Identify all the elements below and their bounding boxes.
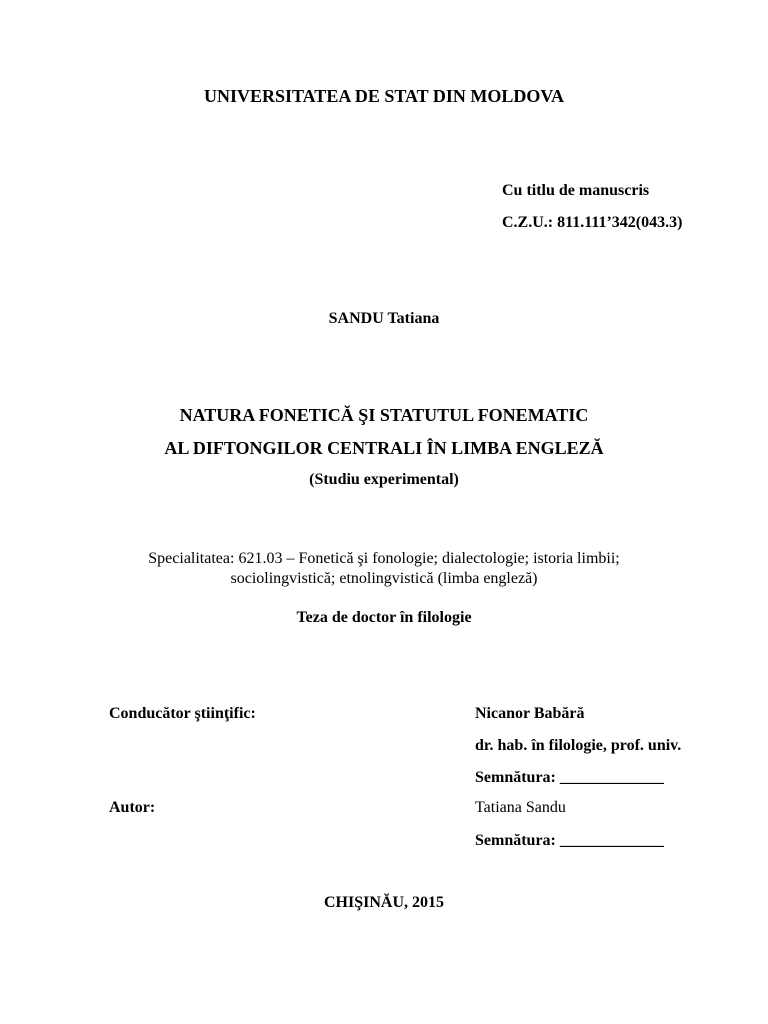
- supervisor-name: Nicanor Babără: [475, 705, 585, 722]
- supervisor-signature: Semnătura: _____________: [475, 769, 664, 786]
- author-signature: Semnătura: _____________: [475, 832, 664, 849]
- author-label: Autor:: [109, 799, 156, 816]
- czu-value: 811.111’342(043.3): [557, 214, 683, 231]
- place-year: CHIŞINĂU, 2015: [323, 894, 444, 911]
- specialty-text: Fonetică şi fonologie; dialectologie; istoria limbii;: [298, 550, 620, 567]
- specialty-line-1: [0, 550, 768, 568]
- title-line-1: NATURA FONETICĂ ŞI STATUTUL FONEMATIC: [179, 405, 589, 425]
- author-surname: SANDU Tatiana: [328, 310, 440, 327]
- manuscript-rights: Cu titlu de manuscris: [502, 182, 650, 199]
- supervisor-title: dr. hab. în filologie, prof. univ.: [475, 737, 682, 754]
- czu-line: [502, 214, 682, 232]
- specialty-label: Specialitatea: 621.03 –: [148, 550, 295, 567]
- czu-label: C.Z.U.:: [502, 214, 554, 231]
- subtitle: (Studiu experimental): [309, 471, 459, 488]
- author-full-name: Tatiana Sandu: [475, 799, 566, 816]
- title-line-2: AL DIFTONGILOR CENTRALI ÎN LIMBA ENGLEZĂ: [164, 438, 604, 458]
- thesis-type: Teza de doctor în filologie: [296, 609, 472, 626]
- specialty-line-2: sociolingvistică; etnolingvistică (limba engleză): [230, 570, 538, 587]
- supervisor-label: Conducător ştiinţific:: [109, 705, 256, 722]
- university-name: UNIVERSITATEA DE STAT DIN MOLDOVA: [203, 86, 565, 106]
